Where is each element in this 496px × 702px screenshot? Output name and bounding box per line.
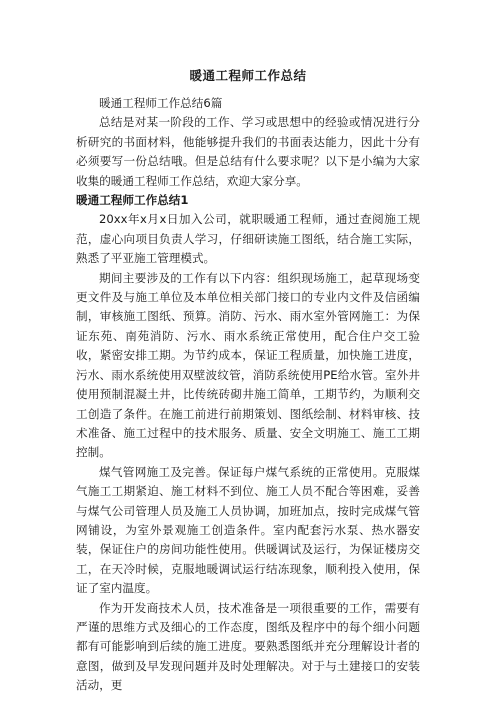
document-body — [76, 94, 420, 696]
body-paragraph: 煤气管网施工及完善。保证每户煤气系统的正常使用。克服煤气施工工期紧迫、施工材料不到位、施工人员不配合等困难，妥善与煤气公司管理人员及施工人员协调，加班加点，按时完成煤气管网铺设，为室外景观施工创造条件。室内配套污水泵、热水器安装，保证住户的房间功能性使用。供暖调试及运行，为保证楼房交工，在天冷时候，克服地暖调试运行结冻现象，顺利投入使用，保证了室内温度。 — [76, 464, 420, 596]
document-title: 暖通工程师工作总结 — [189, 68, 307, 83]
section-heading: 暖通工程师工作总结1 — [76, 193, 189, 208]
document-subtitle: 暖通工程师工作总结6篇 — [99, 96, 223, 110]
intro-paragraph: 总结是对某一阶段的工作、学习或思想中的经验或情况进行分析研究的书面材料，他能够提升我们的书面表达能力，因此十分有必须要写一份总结哦。但是总结有什么要求呢？以下是小编为大家收集的暖通工程师工作总结，欢迎大家分享。 — [76, 115, 420, 188]
body-paragraph: 期间主要涉及的工作有以下内容：组织现场施工，起草现场变更文件及与施工单位及本单位相关部门接口的专业内文件及信函编制，审核施工图纸、预算。消防、污水、雨水室外管网施工：为保证东苑、南苑消防、污水、雨水系统正常使用，配合住户交工验收，紧密安排工期。为节约成本，保证工程质量，加快施工进度，污水、雨水系统使用双壁波纹管，消防系统使用PE给水管。室外井使用预制混凝土井，比传统砖砌井施工简单，工期节约，为顺利交工创造了条件。在施工前进行前期策划、图纸绘制、材料审核、技术准备、施工过程中的技术服务、质量、安全文明施工、施工工期控制。 — [76, 270, 420, 460]
body-paragraph: 20xx年x月x日加入公司，就职暖通工程师，通过查阅施工规范，虚心向项目负责人学习，仔细研读施工图纸，结合施工实际，熟悉了平亚施工管理模式。 — [76, 212, 420, 266]
body-paragraph: 作为开发商技术人员，技术准备是一项很重要的工作，需要有严谨的思维方式及细心的工作态度，图纸及程序中的每个细小问题都有可能影响到后续的施工进度。要熟悉图纸并充分理解设计者的意图，做到及早发现问题并及时处理解决。对于与土建接口的安装活动，更 — [76, 600, 420, 693]
